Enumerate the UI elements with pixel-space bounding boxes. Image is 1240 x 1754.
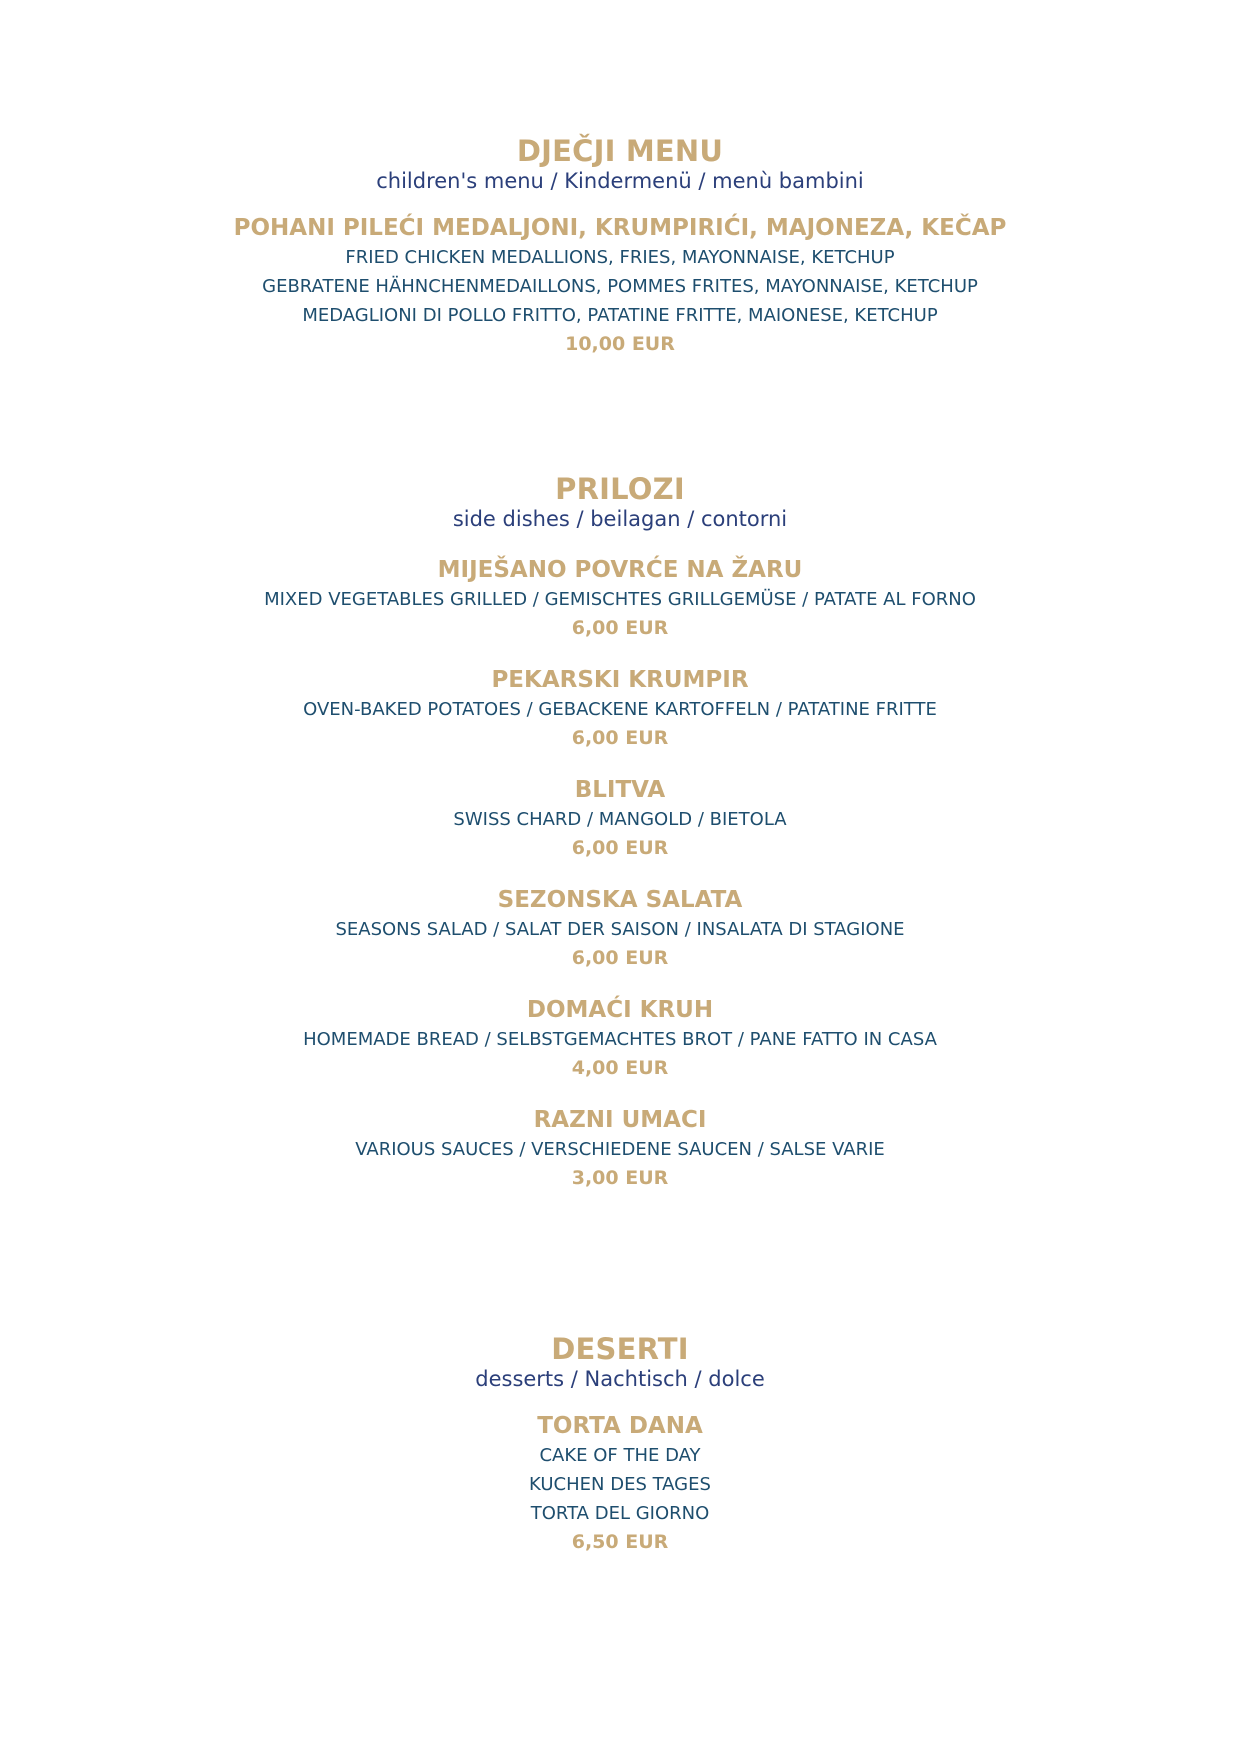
item-description: MIXED VEGETABLES GRILLED / GEMISCHTES GRILLGEMÜSE / PATATE AL FORNO xyxy=(264,589,976,610)
section-subtitle: side dishes / beilagan / contorni xyxy=(452,507,788,531)
item-description: SEASONS SALAD / SALAT DER SAISON / INSALATA DI STAGIONE xyxy=(335,919,905,940)
item-description: GEBRATENE HÄHNCHENMEDAILLONS, POMMES FRITES, MAYONNAISE, KETCHUP xyxy=(262,276,978,297)
section-title: DESERTI xyxy=(551,1332,689,1366)
menu-item xyxy=(0,885,1240,973)
section-childrens-menu xyxy=(0,133,1240,359)
item-price: 6,50 EUR xyxy=(571,1531,669,1553)
menu-item xyxy=(0,995,1240,1083)
item-description: FRIED CHICKEN MEDALLIONS, FRIES, MAYONNAISE, KETCHUP xyxy=(345,247,895,268)
section-side-dishes xyxy=(0,471,1240,1193)
item-description: SWISS CHARD / MANGOLD / BIETOLA xyxy=(453,809,787,830)
item-price: 4,00 EUR xyxy=(571,1057,669,1079)
item-price: 3,00 EUR xyxy=(571,1167,669,1189)
item-price: 10,00 EUR xyxy=(565,333,675,355)
item-name: BLITVA xyxy=(574,777,666,803)
item-name: TORTA DANA xyxy=(537,1413,703,1439)
item-description: CAKE OF THE DAY xyxy=(539,1445,701,1466)
item-price: 6,00 EUR xyxy=(571,837,669,859)
section-subtitle: children's menu / Kindermenü / menù bambini xyxy=(376,169,864,193)
item-name: MIJEŠANO POVRĆE NA ŽARU xyxy=(437,557,803,583)
item-name: DOMAĆI KRUH xyxy=(526,997,714,1023)
item-name: SEZONSKA SALATA xyxy=(497,887,743,913)
item-description: KUCHEN DES TAGES xyxy=(529,1474,711,1495)
item-description: MEDAGLIONI DI POLLO FRITTO, PATATINE FRITTE, MAIONESE, KETCHUP xyxy=(302,305,938,326)
section-desserts xyxy=(0,1331,1240,1557)
menu-item xyxy=(0,1411,1240,1557)
menu-item xyxy=(0,775,1240,863)
menu-item xyxy=(0,665,1240,753)
item-price: 6,00 EUR xyxy=(571,617,669,639)
item-description: TORTA DEL GIORNO xyxy=(530,1503,710,1524)
menu-item xyxy=(0,213,1240,359)
item-name: PEKARSKI KRUMPIR xyxy=(491,667,749,693)
item-name: RAZNI UMACI xyxy=(533,1107,707,1133)
item-price: 6,00 EUR xyxy=(571,947,669,969)
section-subtitle: desserts / Nachtisch / dolce xyxy=(475,1367,765,1391)
menu-item xyxy=(0,555,1240,643)
section-title: PRILOZI xyxy=(555,472,685,506)
menu-item xyxy=(0,1105,1240,1193)
section-title: DJEČJI MENU xyxy=(516,134,724,168)
item-description: VARIOUS SAUCES / VERSCHIEDENE SAUCEN / SALSE VARIE xyxy=(355,1139,885,1160)
item-price: 6,00 EUR xyxy=(571,727,669,749)
item-name: POHANI PILEĆI MEDALJONI, KRUMPIRIĆI, MAJONEZA, KEČAP xyxy=(233,215,1007,241)
item-description: HOMEMADE BREAD / SELBSTGEMACHTES BROT / PANE FATTO IN CASA xyxy=(303,1029,937,1050)
item-description: OVEN-BAKED POTATOES / GEBACKENE KARTOFFELN / PATATINE FRITTE xyxy=(303,699,937,720)
